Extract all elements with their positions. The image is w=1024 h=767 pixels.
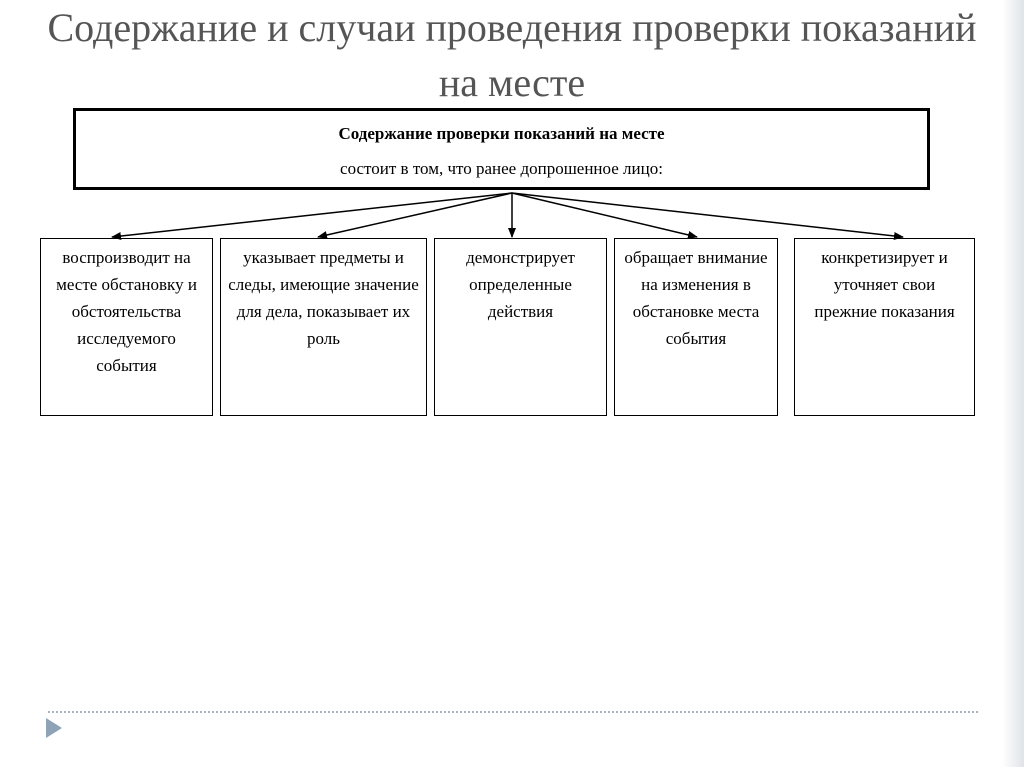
footer-divider <box>48 711 978 713</box>
triangle-right-icon <box>46 718 62 738</box>
child-node-demonstrates: демонстрирует определенные действия <box>434 238 607 416</box>
connector-arrow-4 <box>512 193 697 237</box>
connector-arrow-1 <box>112 193 512 237</box>
child-node-reproduces: воспроизводит на месте обстановку и обстоятельства исследуемого события <box>40 238 213 416</box>
child-node-indicates: указывает предметы и следы, имеющие значение для дела, показывает их роль <box>220 238 427 416</box>
root-node-subtitle: состоит в том, что ранее допрошенное лицо: <box>340 159 663 178</box>
child-node-clarifies: конкретизирует и уточняет свои прежние показания <box>794 238 975 416</box>
slide-title: Содержание и случаи проведения проверки показаний на месте <box>47 5 977 105</box>
child-node-draws-attention: обращает внимание на изменения в обстановке места события <box>614 238 778 416</box>
root-node-title: Содержание проверки показаний на месте <box>338 124 665 143</box>
connector-arrow-2 <box>318 193 512 237</box>
connector-arrow-5 <box>512 193 903 237</box>
